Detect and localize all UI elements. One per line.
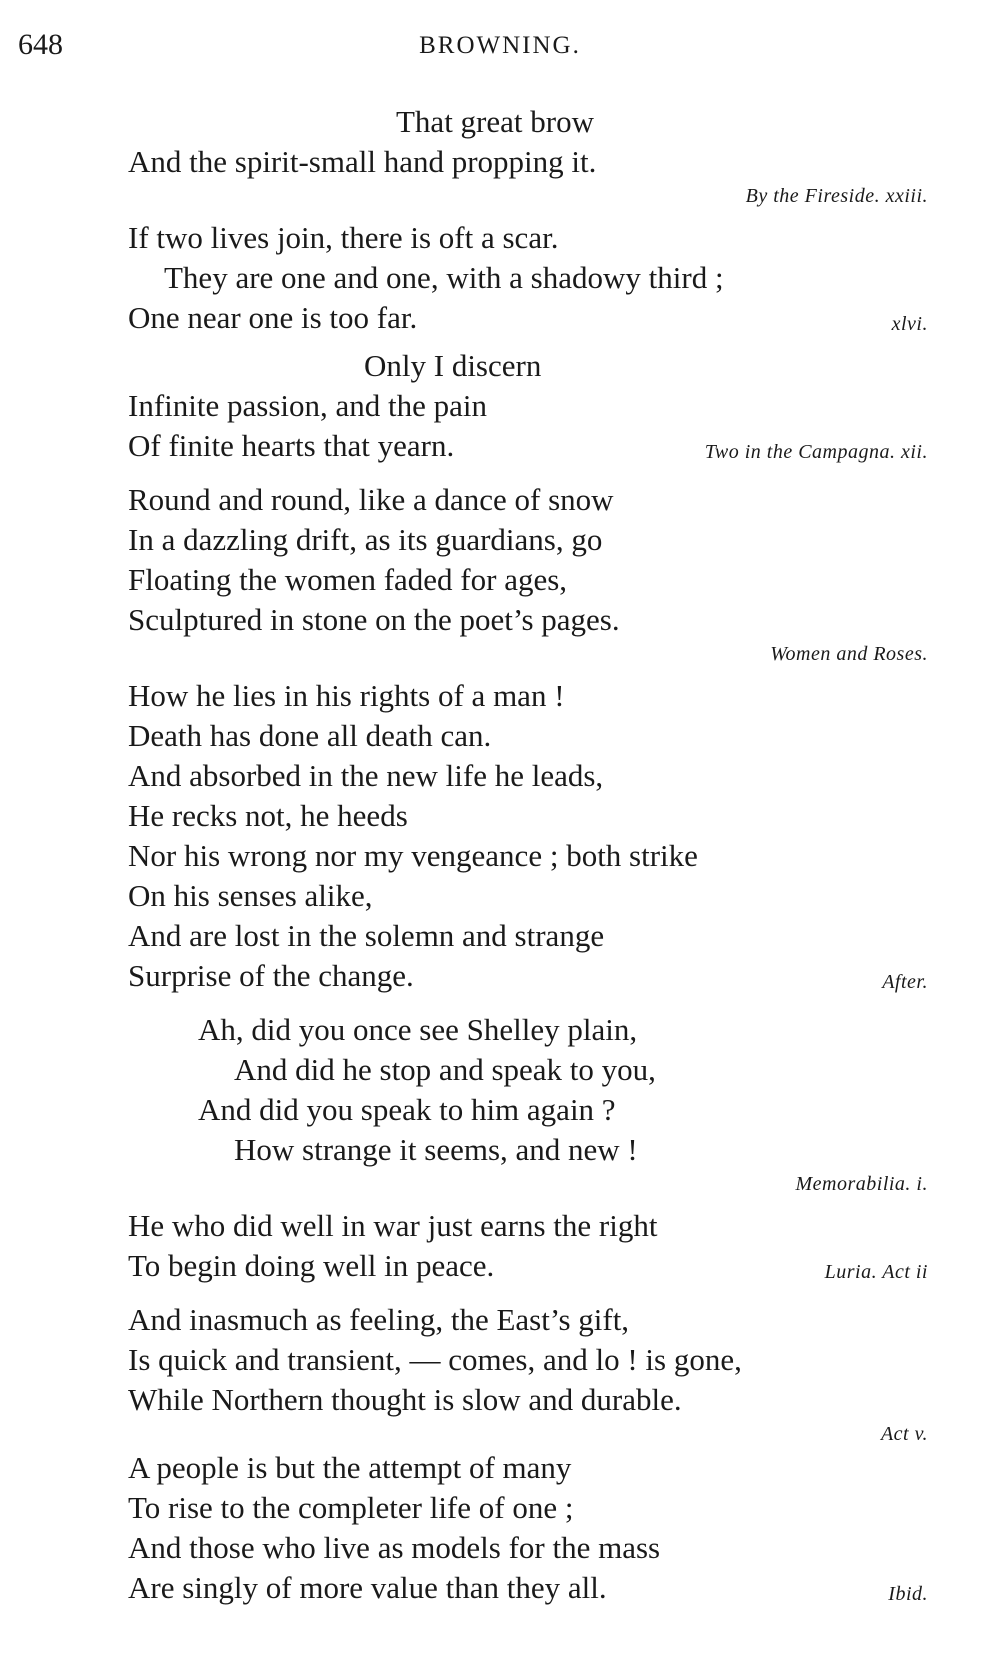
verse-line	[128, 298, 928, 338]
verse-line: And did he stop and speak to you,	[234, 1052, 656, 1087]
verse-line: Floating the women faded for ages,	[128, 562, 568, 597]
verse-line: They are one and one, with a shadowy third ;	[164, 260, 724, 295]
quotation	[128, 676, 928, 996]
verse-line: He recks not, he heeds	[128, 798, 408, 833]
quotation	[128, 1206, 928, 1286]
citation: Memorabilia. i.	[795, 1173, 928, 1195]
verse-line: While Northern thought is slow and durable.	[128, 1382, 682, 1417]
verse-line: Sculptured in stone on the poet’s pages.	[128, 602, 620, 637]
quotation	[128, 218, 928, 338]
quotation	[128, 102, 928, 210]
verse-line: If two lives join, there is oft a scar.	[128, 220, 559, 255]
citation: Act v.	[880, 1423, 928, 1445]
verse-line: And inasmuch as feeling, the East’s gift,	[128, 1302, 630, 1337]
verse-line: He who did well in war just earns the right	[128, 1208, 658, 1243]
verse-text: Of finite hearts that yearn.	[128, 428, 455, 463]
verse-line	[128, 1246, 928, 1286]
verse-line: That great brow	[396, 104, 594, 139]
verse-line: And are lost in the solemn and strange	[128, 918, 605, 953]
verse-text: One near one is too far.	[128, 300, 418, 335]
quotation-list	[128, 102, 928, 1608]
verse-text: Surprise of the change.	[128, 958, 414, 993]
citation: Women and Roses.	[770, 643, 928, 665]
verse-line: On his senses alike,	[128, 878, 373, 913]
verse-line: Ah, did you once see Shelley plain,	[198, 1012, 638, 1047]
verse-line	[128, 426, 928, 466]
verse-line: And did you speak to him again ?	[198, 1092, 616, 1127]
verse-line: Only I discern	[364, 348, 542, 383]
verse-line: How he lies in his rights of a man !	[128, 678, 565, 713]
verse-line: Death has done all death can.	[128, 718, 492, 753]
quotation	[128, 346, 928, 466]
citation: Two in the Campagna. xii.	[704, 441, 928, 463]
verse-line: Infinite passion, and the pain	[128, 388, 487, 423]
quotation	[128, 1448, 928, 1608]
citation: By the Fireside. xxiii.	[745, 185, 928, 207]
quotation	[128, 1010, 928, 1198]
verse-line	[128, 956, 928, 996]
page-header	[0, 28, 1000, 68]
verse-line: Round and round, like a dance of snow	[128, 482, 614, 517]
citation: Luria. Act ii	[824, 1261, 928, 1283]
running-title: BROWNING.	[419, 32, 581, 59]
verse-line: To rise to the completer life of one ;	[128, 1490, 574, 1525]
verse-line: A people is but the attempt of many	[128, 1450, 572, 1485]
page-number: 648	[18, 28, 63, 61]
verse-line	[128, 1568, 928, 1608]
citation: xlvi.	[891, 313, 928, 335]
verse-line: Is quick and transient, — comes, and lo ! is gone,	[128, 1342, 742, 1377]
verse-line: How strange it seems, and new !	[234, 1132, 638, 1167]
verse-line: And the spirit-small hand propping it.	[128, 144, 597, 179]
citation: After.	[882, 971, 928, 993]
verse-line: In a dazzling drift, as its guardians, go	[128, 522, 603, 557]
verse-line: And those who live as models for the mass	[128, 1530, 661, 1565]
verse-line: Nor his wrong nor my vengeance ; both strike	[128, 838, 698, 873]
verse-line: And absorbed in the new life he leads,	[128, 758, 604, 793]
citation: Ibid.	[888, 1583, 928, 1605]
verse-text: To begin doing well in peace.	[128, 1248, 495, 1283]
quotation	[128, 1300, 928, 1448]
verse-text: Are singly of more value than they all.	[128, 1570, 607, 1605]
quotation	[128, 480, 928, 668]
